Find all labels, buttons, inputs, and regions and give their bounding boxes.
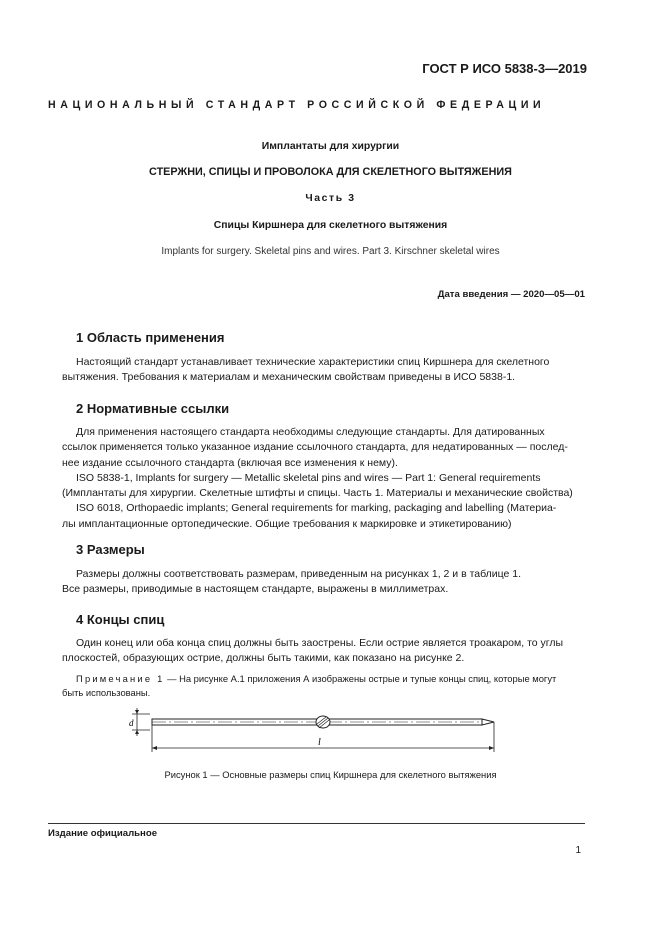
- section-4-line: плоскостей, образующих острие, должны быть такими, как показано на рисунке 2.: [62, 652, 465, 665]
- title-subtitle: Спицы Киршнера для скелетного вытяжения: [213, 220, 448, 231]
- figure-1-caption: Рисунок 1 — Основные размеры спиц Киршнера для скелетного вытяжения: [164, 769, 497, 780]
- note-prefix: Примечание 1: [76, 673, 165, 684]
- section-2-line: лы имплантационные ортопедические. Общие требования к маркировке и этикетированию): [62, 517, 512, 530]
- section-2-line: нее издание ссылочного стандарта (включая все изменения к нему).: [62, 456, 398, 469]
- standard-number: ГОСТ Р ИСО 5838-3—2019: [422, 61, 587, 76]
- section-3-body: [62, 567, 582, 598]
- section-3-heading: 3 Размеры: [76, 542, 145, 557]
- national-standard-banner: НАЦИОНАЛЬНЫЙ СТАНДАРТ РОССИЙСКОЙ ФЕДЕРАЦИИ: [48, 99, 546, 111]
- section-1-line: вытяжения. Требования к материалам и механическим свойствам приведены в ИСО 5838-1.: [62, 371, 516, 384]
- title-main: СТЕРЖНИ, СПИЦЫ И ПРОВОЛОКА ДЛЯ СКЕЛЕТНОГО ВЫТЯЖЕНИЯ: [149, 166, 512, 178]
- note-text-cont: быть использованы.: [62, 686, 151, 698]
- section-4-heading: 4 Концы спиц: [76, 612, 165, 627]
- section-4-line: Один конец или оба конца спиц должны быть заострены. Если острие является троакаром, то углы: [76, 637, 564, 649]
- title-group: Имплантаты для хирургии: [261, 141, 400, 152]
- introduction-date: Дата введения — 2020—05—01: [437, 289, 585, 300]
- section-4-note: [62, 672, 582, 699]
- section-3-line: Все размеры, приводимые в настоящем стандарте, выражены в миллиметрах.: [62, 583, 449, 596]
- section-2-line: ISO 5838-1, Implants for surgery — Metallic skeletal pins and wires — Part 1: General requirements: [76, 471, 541, 484]
- dimension-l-label: l: [318, 737, 321, 748]
- section-1-heading: 1 Область применения: [76, 330, 225, 345]
- note-text: — На рисунке А.1 приложения А изображены острые и тупые концы спиц, которые могут: [164, 673, 557, 684]
- section-2-heading: 2 Нормативные ссылки: [76, 401, 230, 416]
- section-1-body: [62, 355, 582, 386]
- section-2-body: [62, 425, 582, 532]
- section-2-line: Для применения настоящего стандарта необходимы следующие стандарты. Для датированных: [76, 426, 545, 438]
- section-2-line: ссылок применяется только указанное издание ссылочного стандарта, для недатированных — послед-: [62, 441, 568, 454]
- page-number: 1: [575, 845, 581, 856]
- section-3-line: Размеры должны соответствовать размерам, приведенным на рисунках 1, 2 и в таблице 1.: [76, 568, 522, 580]
- section-2-line: ISO 6018, Orthopaedic implants; General requirements for marking, packaging and labelling (Материа-: [76, 502, 557, 515]
- section-4-body: [62, 636, 582, 667]
- edition-label: Издание официальное: [48, 828, 158, 839]
- section-2-line: (Имплантаты для хирургии. Скелетные штифты и спицы. Часть 1. Материалы и механические свойства): [62, 487, 573, 500]
- dimension-d-label: d: [129, 718, 134, 728]
- footer-divider: [48, 823, 585, 824]
- figure-1-wire-drawing: [120, 706, 500, 762]
- title-english: Implants for surgery. Skeletal pins and wires. Part 3. Kirschner skeletal wires: [161, 246, 500, 257]
- section-1-line: Настоящий стандарт устанавливает технические характеристики спиц Киршнера для скелетного: [76, 356, 550, 368]
- title-part: Часть 3: [305, 193, 356, 204]
